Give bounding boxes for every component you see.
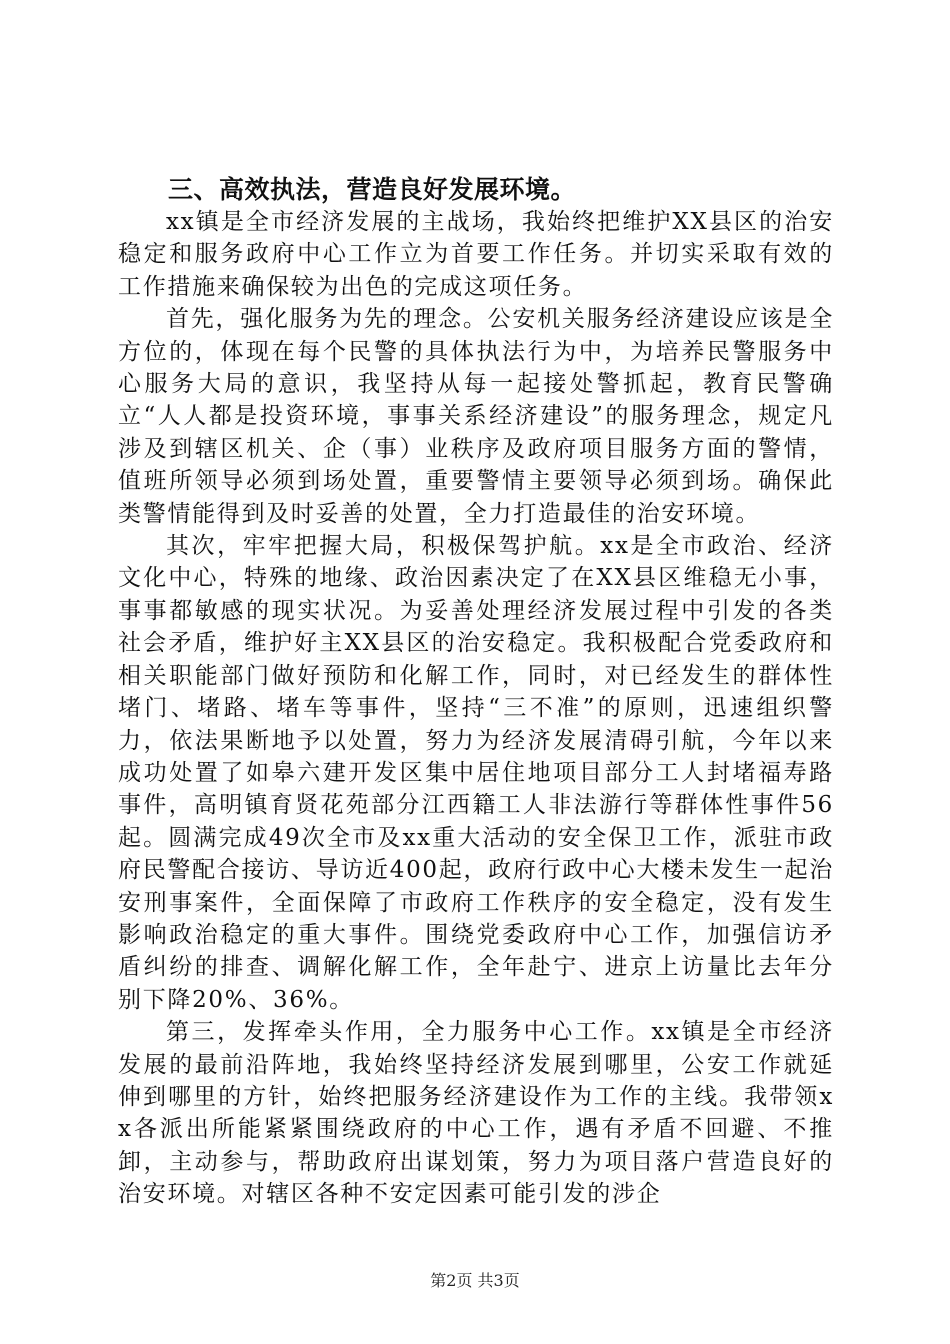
page-number-footer: 第2页 共3页 [430,1271,520,1290]
paragraph-second: 其次，牢牢把握大局，积极保驾护航。xx是全市政治、经济文化中心，特殊的地缘、政治因素决定了在XX县区维稳无小事，事事都敏感的现实状况。为妥善处理经济发展过程中引发的各类社会矛盾，维护好主XX县区的治安稳定。我积极配合党委政府和相关职能部门做好预防和化解工作，同时，对已经发生的群体性堵门、堵路、堵车等事件，坚持“三不准”的原则，迅速组织警力，依法果断地予以处置，努力为经济发展清碍引航，今年以来成功处置了如皋六建开发区集中居住地项目部分工人封堵福寿路事件，高明镇育贤花苑部分江西籍工人非法游行等群体性事件56起。圆满完成49次全市及xx重大活动的安全保卫工作，派驻市政府民警配合接访、导访近400起，政府行政中心大楼未发生一起治安刑事案件，全面保障了市政府工作秩序的安全稳定，没有发生影响政治稳定的重大事件。围绕党委政府中心工作，加强信访矛盾纠纷的排查、调解化解工作，全年赴宁、进京上访量比去年分别下降20%、36%。 [118,533,834,1013]
paragraph-first: 首先，强化服务为先的理念。公安机关服务经济建设应该是全方位的，体现在每个民警的具体执法行为中，为培养民警服务中心服务大局的意识，我坚持从每一起接处警抓起，教育民警确立“人人都是投资环境，事事关系经济建设”的服务理念，规定凡涉及到辖区机关、企（事）业秩序及政府项目服务方面的警情，值班所领导必须到场处置，重要警情主要领导必须到场。确保此类警情能得到及时妥善的处置，全力打造最佳的治安环境。 [118,306,834,527]
paragraph-intro: xx镇是全市经济发展的主战场，我始终把维护XX县区的治安稳定和服务政府中心工作立为首要工作任务。并切实采取有效的工作措施来确保较为出色的完成这项任务。 [118,209,834,300]
document-body [118,174,834,1211]
section-heading: 三、高效执法，营造良好发展环境。 [168,175,577,204]
paragraph-third: 第三，发挥牵头作用，全力服务中心工作。xx镇是全市经济发展的最前沿阵地，我始终坚持经济发展到哪里，公安工作就延伸到哪里的方针，始终把服务经济建设作为工作的主线。我带领xx各派出所能紧紧围绕政府的中心工作，遇有矛盾不回避、不推卸，主动参与，帮助政府出谋划策，努力为项目落户营造良好的治安环境。对辖区各种不安定因素可能引发的涉企 [118,1019,834,1208]
